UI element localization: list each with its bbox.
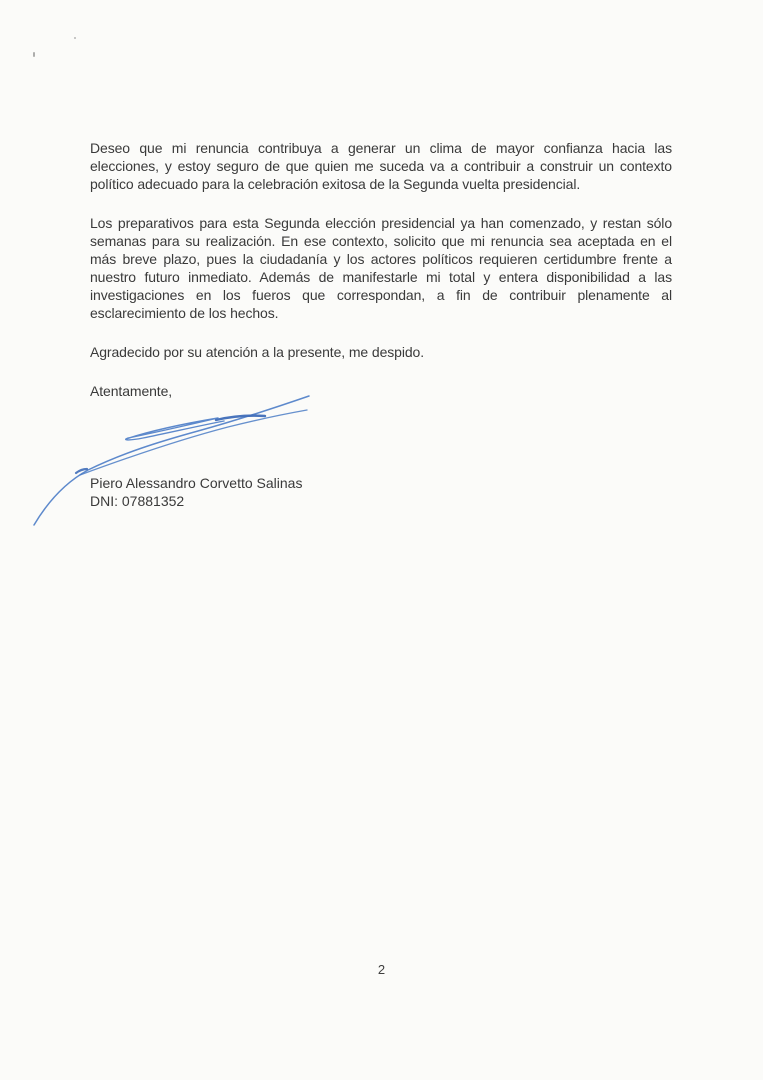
paragraph-line: nuestro futuro inmediato. Además de manifestarle mi total y entera disponibilidad a las (90, 269, 672, 285)
paragraph-line: político adecuado para la celebración exitosa de la Segunda vuelta presidencial. (90, 176, 581, 192)
scan-speck (74, 37, 76, 39)
page-number: 2 (377, 962, 386, 977)
letter-body (90, 139, 672, 421)
paragraph-line: elecciones, y estoy seguro de que quien me suceda va a contribuir a construir un contexto (90, 158, 672, 174)
paragraph (90, 382, 672, 400)
signature-stroke (76, 469, 87, 473)
paragraph-line: Deseo que mi renuncia contribuya a generar un clima de mayor confianza hacia las (90, 140, 672, 156)
paragraph-line: más breve plazo, pues la ciudadanía y los actores políticos requieren certidumbre frente a (90, 251, 672, 267)
paragraph-line: Los preparativos para esta Segunda elección presidencial ya han comenzado, y restan sólo (90, 215, 672, 231)
signatory-name: Piero Alessandro Corvetto Salinas (90, 475, 303, 491)
paragraph (90, 343, 672, 361)
paragraph (90, 214, 672, 322)
paragraph-line: esclarecimiento de los hechos. (90, 305, 279, 321)
paragraph-line: semanas para su realización. En ese contexto, solicito que mi renuncia sea aceptada en el (90, 233, 672, 249)
paragraph-line: Agradecido por su atención a la presente, me despido. (90, 344, 425, 360)
signature-stroke (126, 418, 224, 440)
paragraph-line: Atentamente, (90, 383, 173, 399)
paragraph (90, 139, 672, 193)
signatory-block (90, 474, 302, 510)
scan-speck (33, 52, 35, 57)
signatory-dni: DNI: 07881352 (90, 493, 185, 509)
paragraph-line: investigaciones en los fueros que correspondan, a fin de contribuir plenamente al (90, 287, 672, 303)
